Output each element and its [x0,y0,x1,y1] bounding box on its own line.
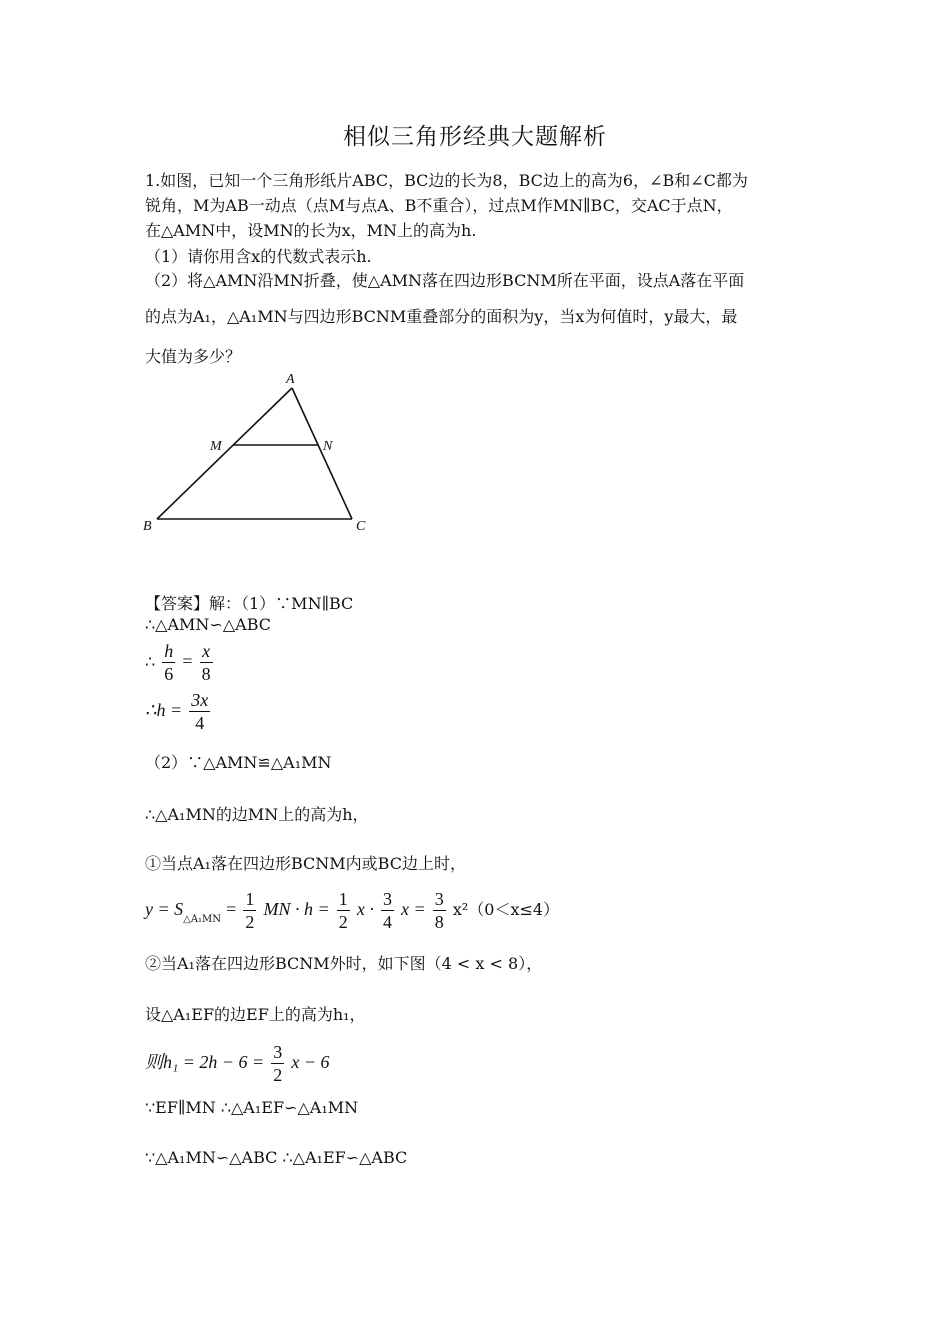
side-ab [157,388,292,519]
answer-line-3 [145,640,215,685]
fraction-denominator: 8 [201,664,211,684]
answer-part-2-line-7 [145,1041,330,1086]
label-m: M [210,439,222,454]
fraction-denominator: 4 [382,912,392,932]
question-part-2-line-1: （2）将△AMN沿MN折叠，使△AMN落在四边形BCNM所在平面，设点A落在平面 [145,271,745,290]
question-part-2-line-2: 的点为A₁，△A₁MN与四边形BCNM重叠部分的面积为y，当x为何值时，y最大，最 [145,307,738,326]
fraction-numerator: 3 [273,1042,283,1062]
h1-expression: 则h₁ = 2h − 6 = [145,1052,265,1072]
h-equals: ∴h = [145,700,183,720]
side-ac [292,388,352,519]
x-squared-range: x²（0＜x≤4） [452,900,560,919]
fraction-numerator: h [164,641,174,661]
triangle-figure [130,366,390,541]
area-formula-line [145,888,559,933]
fraction-numerator: 1 [338,889,348,909]
therefore-symbol: ∴ [145,652,156,671]
fraction-numerator: x [200,640,213,663]
question-part-1: （1）请你用含x的代数式表示h. [145,247,372,266]
answer-line-2: ∴△AMN∽△ABC [145,615,271,634]
answer-part-2-line-1: （2）∵△AMN≌△A₁MN [145,753,332,772]
fraction-three-quarters [381,888,394,933]
answer-line-4 [145,689,212,734]
fraction-three-eighths [433,888,446,933]
answer-line-1: 【答案】解：（1）∵MN∥BC [145,594,354,613]
fraction-numerator: 3x [191,690,209,710]
equals-sign: = [182,651,193,671]
equals-sign: = [226,899,237,919]
y-equals-s: y = S [145,899,184,919]
fraction-denominator: 2 [338,912,348,932]
fraction-h-over-6 [162,640,175,685]
fraction-denominator: 2 [245,912,255,932]
fraction-denominator: 6 [164,664,174,684]
page-title: 相似三角形经典大题解析 [343,124,607,150]
fraction-x-over-8 [200,640,213,685]
fraction-three-halves [271,1041,284,1086]
answer-part-2-line-8: ∵EF∥MN ∴△A₁EF∽△A₁MN [145,1098,359,1117]
answer-part-2-line-5: ②当A₁落在四边形BCNM外时，如下图（4 < x < 8）， [145,954,543,973]
fraction-3x-over-4 [189,689,210,734]
fraction-numerator: 3 [382,889,392,909]
label-c: C [356,519,366,534]
fraction-denominator: 4 [195,713,205,733]
mn-times-h: MN · h = [263,899,330,919]
label-n: N [323,439,333,454]
fraction-numerator: 3 [434,889,444,909]
answer-part-2-line-9: ∵△A₁MN∽△ABC ∴△A₁EF∽△ABC [145,1148,408,1167]
problem-line-1: 1.如图，已知一个三角形纸片ABC，BC边的长为8，BC边上的高为6，∠B和∠C都为 [145,171,748,190]
problem-line-2: 锐角，M为AB一动点（点M与点A、B不重合），过点M作MN∥BC，交AC于点N， [145,196,733,215]
label-b: B [143,519,152,534]
problem-line-3: 在△AMN中，设MN的长为x，MN上的高为h. [145,221,477,240]
area-subscript: △A₁MN [183,914,222,925]
x-equals: x = [401,899,426,919]
answer-part-2-line-6: 设△A₁EF的边EF上的高为h₁， [145,1005,366,1024]
fraction-one-half [337,888,350,933]
answer-part-2-line-3: ①当点A₁落在四边形BCNM内或BC边上时， [145,854,466,873]
fraction-denominator: 2 [273,1065,283,1085]
question-part-2-line-3: 大值为多少？ [145,347,242,366]
fraction-numerator: 1 [245,889,255,909]
x-times: x · [356,899,374,919]
x-minus-6: x − 6 [291,1052,330,1072]
fraction-denominator: 8 [434,912,444,932]
fraction-one-half [243,888,256,933]
answer-part-2-line-2: ∴△A₁MN的边MN上的高为h， [145,805,369,824]
label-a: A [286,372,295,387]
